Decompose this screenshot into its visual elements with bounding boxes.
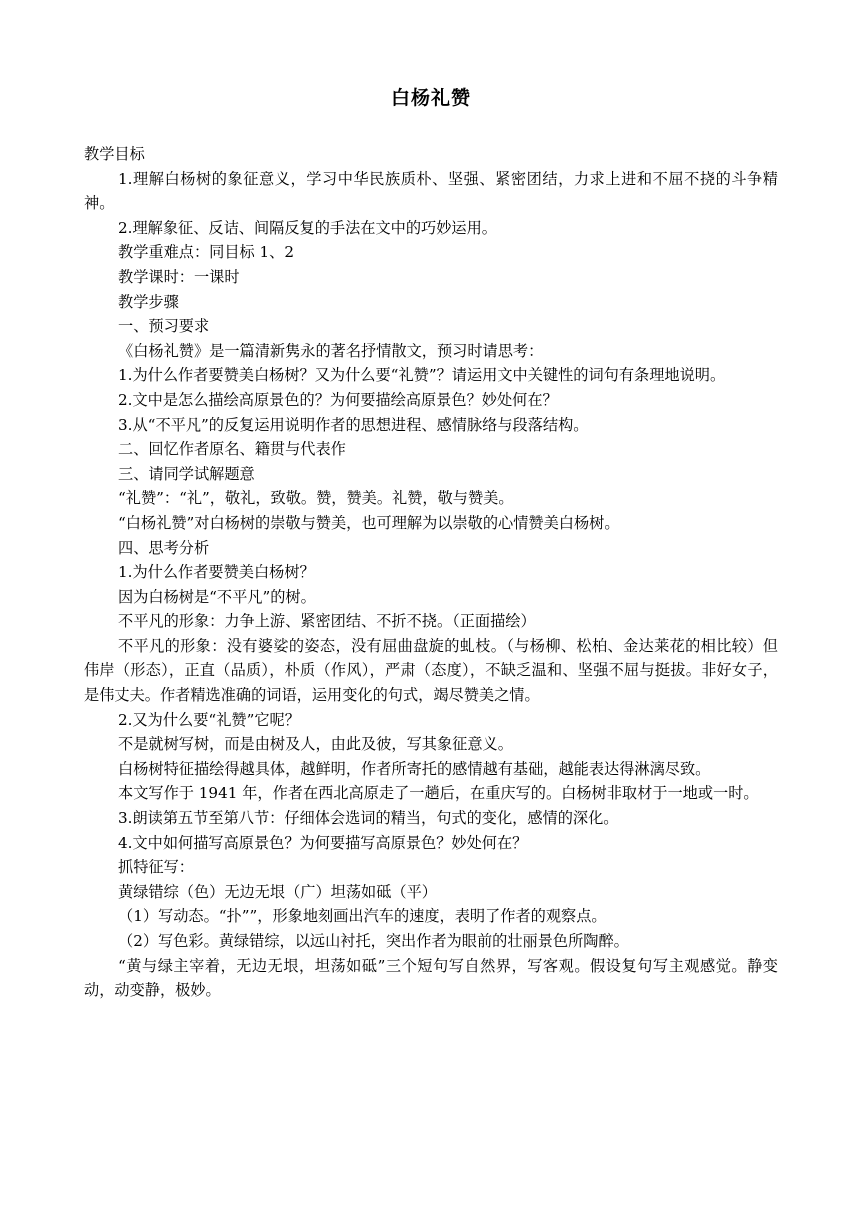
paragraph: “白杨礼赞”对白杨树的崇敬与赞美，也可理解为以崇敬的心情赞美白杨树。 [118,513,620,532]
section-heading: 教学目标 [84,145,145,163]
paragraph: 1.为什么作者要赞美白杨树？又为什么要“礼赞”？请运用文中关键性的词句有条理地说明。 [118,366,726,385]
paragraph: 不平凡的形象：力争上游、紧密团结、不折不挠。（正面描绘） [118,612,536,631]
paragraph: 因为白杨树是“不平凡”的树。 [118,587,316,606]
paragraph: “礼赞”：“礼”，敬礼，致敬。赞，赞美。礼赞，敬与赞美。 [118,489,514,508]
paragraph: 3.朗读第五节至第八节：仔细体会选词的精当，句式的变化，感情的深化。 [118,809,619,828]
paragraph: 1.为什么作者要赞美白杨树？ [118,563,315,582]
document-title: 白杨礼赞 [390,87,471,109]
paragraph: 1.理解白杨树的象征意义，学习中华民族质朴、坚强、紧密团结，力求上进和不屈不挠的斗争精神。 [84,169,778,213]
paragraph: 三、请同学试解题意 [118,464,255,483]
paragraph: 教学课时：一课时 [118,267,240,286]
paragraph: 二、回忆作者原名、籍贯与代表作 [118,440,346,459]
paragraph: 4.文中如何描写高原景色？为何要描写高原景色？妙处何在？ [118,833,528,852]
paragraph: 不平凡的形象：没有婆娑的姿态，没有屈曲盘旋的虬枝。（与杨柳、松柏、金达莱花的相比较）但伟岸（形态），正直（品质），朴质（作风），严肃（态度），不缺乏温和、坚强不屈与挺拔。非好女子，是伟丈夫。作者精选准确的词语，运用变化的句式，竭尽赞美之情。 [84,636,778,705]
paragraph: 四、思考分析 [118,538,210,557]
paragraph: 3.从“不平凡”的反复运用说明作者的思想进程、感情脉络与段落结构。 [118,415,589,434]
paragraph: 教学重难点：同目标 1、2 [118,243,295,262]
paragraph: 本文写作于 1941 年，作者在西北高原走了一趟后，在重庆写的。白杨树非取材于一地或一时。 [118,784,759,803]
paragraph: 一、预习要求 [118,317,210,336]
paragraph: 教学步骤 [118,292,179,311]
paragraph: “黄与绿主宰着，无边无垠，坦荡如砥”三个短句写自然界，写客观。假设复句写主观感觉。静变动，动变静，极妙。 [84,956,778,1000]
paragraph: 《白杨礼赞》是一篇清新隽永的著名抒情散文，预习时请思考： [118,341,544,360]
paragraph: 抓特征写： [118,858,194,877]
paragraph: 2.理解象征、反诘、间隔反复的手法在文中的巧妙运用。 [118,218,497,237]
paragraph: 2.文中是怎么描绘高原景色的？为何要描绘高原景色？妙处何在？ [118,390,558,409]
paragraph: （1）写动态。“扑””，形象地刻画出汽车的速度，表明了作者的观察点。 [118,907,607,926]
document-body [84,142,778,1003]
paragraph: （2）写色彩。黄绿错综，以远山衬托，突出作者为眼前的壮丽景色所陶醉。 [118,932,629,950]
paragraph: 白杨树特征描绘得越具体，越鲜明，作者所寄托的感情越有基础，越能表达得淋漓尽致。 [118,759,711,778]
paragraph: 黄绿错综（色）无边无垠（广）坦荡如砥（平） [118,882,437,901]
paragraph: 2.又为什么要“礼赞”它呢？ [118,710,300,729]
document-page [84,84,778,1003]
paragraph: 不是就树写树，而是由树及人，由此及彼，写其象征意义。 [118,735,513,754]
